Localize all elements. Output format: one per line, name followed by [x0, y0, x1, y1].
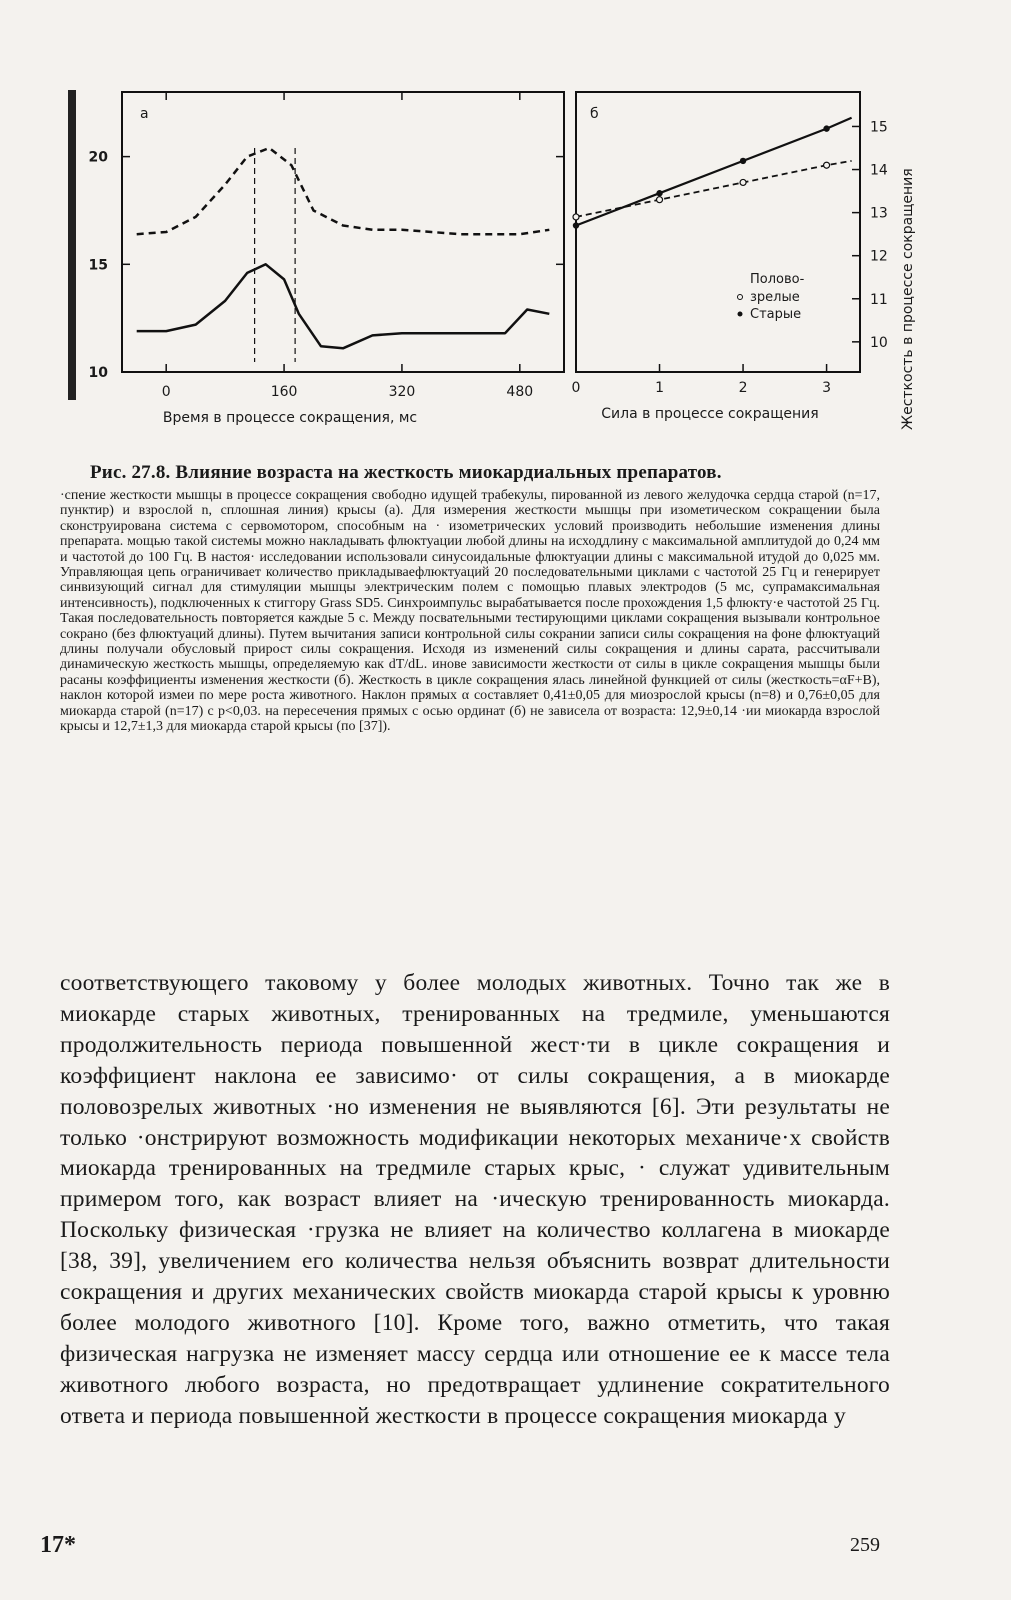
y-tick-label: 14 [870, 162, 888, 179]
page-number: 259 [850, 1534, 880, 1556]
x-tick-label: 480 [506, 384, 534, 400]
series-adult-solid [137, 264, 550, 348]
panel-b-frame [576, 92, 860, 372]
data-point-open [740, 179, 746, 185]
series-old-dashed [137, 148, 550, 234]
y-tick-label: 15 [88, 257, 108, 274]
x-tick-label: 3 [822, 380, 832, 396]
panel-a-ticks [89, 92, 564, 400]
body-paragraph: соответствующего таковому у более молодых животных. Точно так же в миокарде старых животных, тренированных на тредмиле, уменьшаются продолжительность периода повышенной жест·ти в цикле сокращения и коэффициент наклона ее зависимо· от силы сокращения, а в миокарде половозрелых животных ·но изменения не выявляются [6]. Эти результаты не только ·онстрируют возможность модификации некоторых механиче·х свойств миокарда тренированных на тредмиле старых крыс, · служат удивительным примером того, как возраст влияет на ·ическую тренированность миокарда. Поскольку физическая ·грузка не влияет на количество коллагена в миокарде [38, 39], увеличением его количества нельзя объяснить возврат длительности сокращения и других механических свойств миокарда старой крысы к уровню более молодого животного [10]. Кроме того, важно отметить, что такая физическая нагрузка не изменяет массу сердца или отношение ее к массе тела животного любого возраста, но предотвращает удлинение сократительного ответа и периода повышенной жесткости в процессе сокращения миокарда у [60, 970, 890, 1429]
x-tick-label: 0 [161, 384, 171, 400]
data-point-filled [823, 125, 829, 131]
y-tick-label: 12 [870, 248, 888, 265]
legend-series-2: Старые [750, 307, 802, 322]
panel-b-lines [573, 118, 852, 229]
y-tick-label: 10 [88, 365, 108, 381]
x-tick-label: 0 [571, 380, 581, 396]
panel-b-label: б [590, 106, 599, 122]
panel-a-xlabel: Время в процессе сокращения, мс [162, 410, 418, 426]
y-tick-label: 10 [870, 334, 888, 351]
y-tick-label: 20 [88, 149, 108, 166]
panel-b-xlabel: Сила в процессе сокращения [601, 406, 819, 422]
data-point-filled [740, 158, 746, 164]
panel-a [68, 90, 564, 426]
figure-27-8 [60, 80, 960, 440]
panel-b-ylabel: Жесткость в процессе сокращения [900, 168, 916, 430]
figure-caption-title: Рис. 27.8. Влияние возраста на жесткость миокардиальных препаратов. [90, 462, 722, 483]
panel-b-legend [738, 272, 805, 322]
legend-filled-marker [738, 312, 743, 317]
signature-mark: 17* [40, 1532, 76, 1558]
data-point-open [573, 214, 579, 220]
figure-caption-body: ·спение жесткости мышцы в процессе сокращения свободно идущей трабекулы, пированной из левого желудочка сердца старой (n=17, пунктир) и взрослой n, сплошная линия) крысы (а). Для измерения жесткости мышцы при изометическом сокращении была сконструирована система с сервомотором, способным на · изометрических условий производить небольшие изменения длины препарата. мощью такой системы можно накладывать флюктуации любой длины на исходдлину с максимальной амплитудой до 0,24 мм и частотой до 100 Гц. В настоя· исследовании использовали синусоидальные флюктуации длины с максимальной итудой до 0,025 мм. Управляющая цепь ограничивает количество прикладываефлюктуаций 20 последовательными циклами с частотой 25 Гц и генерирует синвизующий сигнал для стимуляции мышцы электрическим полем с помощью плавых электродов (5 мс, супрамаксимальная интенсивность), подключенных к стиггору Grass SD5. Синхроимпульс вырабатывается после прохождения 1,5 флюкту·е частотой 25 Гц. Такая последовательность повторяется каждые 5 с. Между посвательными тестирующими циклами сокращения вызывали контрольное сокрано (без флюктуаций длины). Путем вычитания записи контрольной силы сокрании записи силы сокращения на фоне флюктуаций длины получали обусловый прирост силы сокращения. Исходя из изменений силы сокращения и длины сарата, рассчитывали динамическую жесткость мышцы, определяемую как dT/dL. иновe зависимости жесткости от силы в цикле сокращения мышцы были расаны коэффициенты изменения жесткости (б). Жесткость в цикле сокращения ялась линейной функцией от силы (жесткость=αF+B), наклон которой измеи по мере роста животного. Наклон прямых α составляет 0,41±0,05 для миозрослой крысы (n=8) и 0,76±0,05 для миокарда старой (n=17) с p<0,03. на пересечения прямых с осью ординат (б) не зависела от возраста: 12,9±0,14 ·ии миокарда взрослой крысы и 12,7±1,3 для миокарда старой крысы (по [37]). [60, 488, 880, 735]
panel-a-frame [122, 92, 564, 372]
y-tick-label: 11 [870, 291, 888, 308]
legend-title: Полово- [750, 272, 805, 287]
x-tick-label: 2 [738, 380, 748, 396]
panel-b-ticks [572, 119, 888, 396]
y-tick-label: 15 [870, 119, 888, 136]
x-tick-label: 1 [655, 380, 664, 396]
data-point-filled [656, 190, 662, 196]
x-tick-label: 160 [270, 384, 298, 400]
data-point-filled [573, 222, 579, 228]
panel-a-label: а [140, 106, 149, 122]
series-old-solid [576, 118, 852, 226]
y-tick-label: 13 [870, 205, 888, 222]
legend-open-marker [738, 295, 743, 300]
legend-series-1: зрелые [750, 290, 800, 305]
x-tick-label: 320 [388, 384, 416, 400]
data-point-open [824, 162, 830, 168]
data-point-open [657, 197, 663, 203]
panel-a-lines [137, 148, 550, 362]
panel-b [572, 92, 916, 430]
figure-svg [60, 80, 960, 440]
y-axis-label-bar [68, 90, 76, 400]
